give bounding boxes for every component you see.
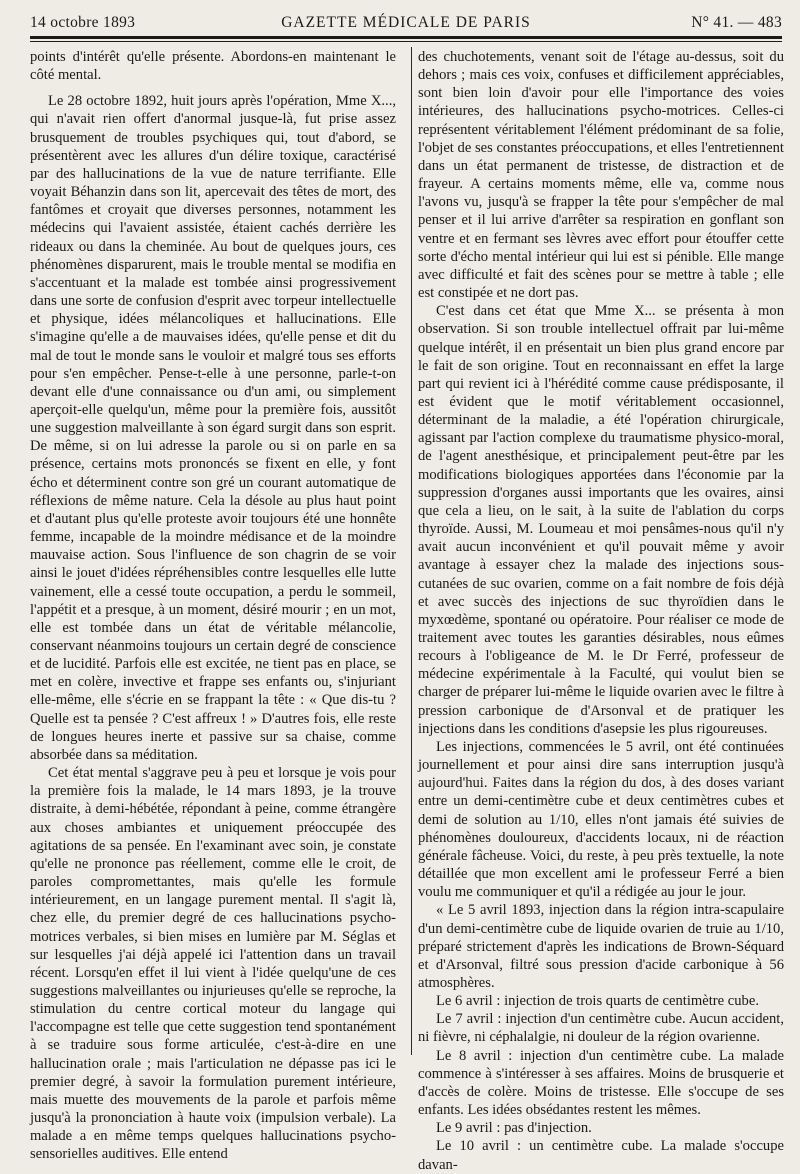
right-column	[418, 48, 784, 1173]
journal-entry: Le 10 avril : un centimètre cube. La malade s'occupe davan-	[418, 1138, 784, 1173]
issue-date: 14 octobre 1893	[30, 14, 136, 31]
journal-entry: Le 9 avril : pas d'injection.	[436, 1120, 592, 1137]
quoted-note: « Le 5 avril 1893, injection dans la région intra-scapulaire d'un demi-centimètre cube de liquide ovarien de truie au 1/10, préparé strictement d'après les indications de Brown-Séquard et d'Arsonval, filtré sous pression d'acide carbonique à 56 atmosphères.	[418, 902, 784, 991]
header-rule-thin	[30, 41, 782, 42]
journal-entry: Le 7 avril : injection d'un centimètre cube. Aucun accident, ni fièvre, ni céphalalgie, ni douleur de la région ovarienne.	[418, 1011, 784, 1046]
journal-entry: Le 8 avril : injection d'un centimètre cube. La malade commence à s'intéresser à ses affaires. Moins de brusquerie et d'accès de colère. Moins de tristesse. Elle s'occupe de ses enfants. Les idées obsédantes restent les mêmes.	[418, 1047, 784, 1119]
paragraph: Le 28 octobre 1892, huit jours après l'opération, Mme X..., qui n'avait rien offert d'anormal jusque-là, fut prise assez brusquement de troubles psychiques qui, tout d'abord, se présentèrent avec les allures d'un délire toxique, caractérisé par des hallucinations de la vue de nature terrifiante. Elle voyait Béhanzin dans son lit, apercevait des têtes de mort, des fantômes et croyait que diverses personnes, notamment les médecins qui l'avaient assistée, étaient cachés derrière les rideaux ou dans la cheminée. Au bout de quelques jours, ces phénomènes disparurent, mais le trouble mental se modifia en s'accentuant et la malade est tombée ainsi progressivement dans une sorte de confusion d'esprit avec torpeur intellectuelle et physique, idées mélancoliques et hallucinations. Elle s'imagine qu'elle a de mauvaises idées, qu'elle pense et dit du mal de tout le monde sans le vouloir et malgré tous ses efforts pour s'en empêcher. Pense-t-elle à une personne, parle-t-on devant elle d'une connaissance ou d'un ami, ou simplement aperçoit-elle quelqu'un, même pour la première fois, aussitôt une suggestion malveillante à son égard surgit dans son esprit. De même, si on lui adresse la parole ou si on parle en sa présence, certains mots prononcés se fixent en elle, y font écho et déterminent contre son gré un courant automatique de réflexions de même nature. Cela la désole au plus haut point et d'autant plus qu'elle proteste avoir toujours été une honnête femme, incapable de la moindre médisance et de la moindre mauvaise action. Sous l'influence de son chagrin de se voir ainsi le jouet d'idées répréhensibles contre lesquelles elle lutte vainement, elle a cessé toute occupation, a perdu le sommeil, l'appétit et a presque, à un moment, désiré mourir ; en un mot, elle est tombée dans un état de véritable mélancolie, conservant néanmoins toujours un certain degré de conscience et de lucidité. Parfois elle est excitée, ne tient pas en place, se met en colère, invective et frappe ses enfants ou, s'injuriant elle-même, elle s'écrie en se frappant la tête : « Que dis-tu ? Quelle est ta pensée ? C'est affreux ! » D'autres fois, elle reste de longues heures inerte et passive sur sa chaise, comme absorbée dans sa méditation.	[30, 93, 396, 763]
paragraph: Les injections, commencées le 5 avril, ont été continuées journellement et pour ainsi dire sans interruption jusqu'à aujourd'hui. Faites dans la région du dos, à des doses variant entre un demi-centimètre cube et deux centimètres cubes et demi de solution au 1/10, elles n'ont jamais été suivies de phénomènes douloureux, d'accidents locaux, ni de réaction générale fâcheuse. Voici, du reste, à peu près textuelle, la note détaillée que mon excellent ami le professeur Ferré a bien voulu me communiquer et qu'il a rédigée au jour le jour.	[418, 738, 784, 901]
left-column	[30, 48, 396, 1163]
column-divider	[411, 47, 412, 1055]
paragraph: des chuchotements, venant soit de l'étage au-dessus, soit du dehors ; mais ces voix, confuses et difficilement appréciables, sont bien loin d'avoir pour elle l'importance des voies intérieures, des hallucinations psycho-motrices. Celles-ci représentent véritablement l'élément prédominant de sa folie, l'objet de ses constantes préoccupations, et elles l'entretiennent dans un état permanent de tristesse, de distraction et de frayeur. A certains moments même, elle va, comme nous l'avons vu, jusqu'à se frapper la tête pour s'empêcher de mal penser et il lui arrive d'arrêter sa respiration en gonflant son ventre et en fermant ses lèvres avec effort pour étouffer cette sorte d'écho mental intérieur qui lui est si pénible. Elle mange avec difficulté et fait des scènes pour se mettre à table ; elle est constipée et ne dort pas.	[418, 49, 784, 302]
journal-entry: Le 6 avril : injection de trois quarts de centimètre cube.	[436, 993, 759, 1010]
running-header	[30, 12, 782, 34]
journal-title: GAZETTE MÉDICALE DE PARIS	[281, 14, 531, 31]
paragraph: C'est dans cet état que Mme X... se présenta à mon observation. Si son trouble intellectuel offrait par lui-même quelque intérêt, il en présentait un bien plus grand encore par le fait de son origine. Tout en reconnaissant en effet la large part qui revient ici à l'hérédité comme cause prédisposante, il est évident que le motif véritablement occasionnel, déterminant de la maladie, a été l'opération chirurgicale, agissant par l'action complexe du traumatisme physico-moral, de l'agent anesthésique, et principalement peut-être par les modifications biologiques apportées dans l'économie par la suppression d'organes aussi importants que les ovaires, ainsi que cela a lieu, on le sait, à la suite de l'ablation du corps thyroïde. Aussi, M. Loumeau et moi pensâmes-nous qu'il n'y avait aucun inconvénient et qu'il pouvait même y avoir avantage à essayer chez la malade des injections sous-cutanées de suc ovarien, comme on a fait nombre de fois déjà et avec succès des injections de suc thyroïdien dans le myxœdème, spontané ou opératoire. Pour réaliser ce mode de traitement avec toutes les garanties désirables, nous eûmes recours à l'obligeance de M. le Dr Ferré, professeur de médecine expérimentale à la Faculté, qui voulut bien se charger de préparer lui-même le liquide ovarien avec le filtre à pression carbonique de d'Arsonval et de pratiquer les injections dans les conditions d'asepsie les plus rigoureuses.	[418, 303, 784, 737]
issue-page-number: N° 41. — 483	[691, 14, 782, 31]
header-rule-thick	[30, 36, 782, 39]
paragraph: points d'intérêt qu'elle présente. Abordons-en maintenant le côté mental.	[30, 49, 396, 84]
paragraph: Cet état mental s'aggrave peu à peu et lorsque je vois pour la première fois la malade, le 14 mars 1893, je la trouve distraite, à demi-hébétée, répondant à peine, comme étrangère aux choses ambiantes et uniquement préoccupée des agitations de sa pensée. En l'examinant avec soin, je constate qu'elle ne prononce pas réellement, comme elle le croit, de paroles compromettantes, mais qu'elle les formule intérieurement, en un langage purement mental. Il s'agit là, chez elle, du premier degré de ces hallucinations psycho-motrices verbales, si bien mises en lumière par M. Séglas et sur lesquelles j'ai déjà appelé ici l'attention dans un travail récent. Lorsqu'en effet il lui vient à l'idée quelqu'une de ces suggestions malveillantes ou injurieuses qu'elle se reproche, la stimulation du centre cortical moteur du langage qui l'accompagne est telle que cette suggestion tend spontanément à se traduire sous forme articulée, c'est-à-dire en une hallucination orale ; mais l'articulation ne dépasse pas ici le premier degré, à savoir la formulation purement intérieure, mais muette des mouvements de la parole et parfois même jusqu'à la prononciation à haute voix (impulsion verbale). La malade a en même temps quelques hallucinations psycho-sensorielles auditives. Elle entend	[30, 765, 396, 1163]
